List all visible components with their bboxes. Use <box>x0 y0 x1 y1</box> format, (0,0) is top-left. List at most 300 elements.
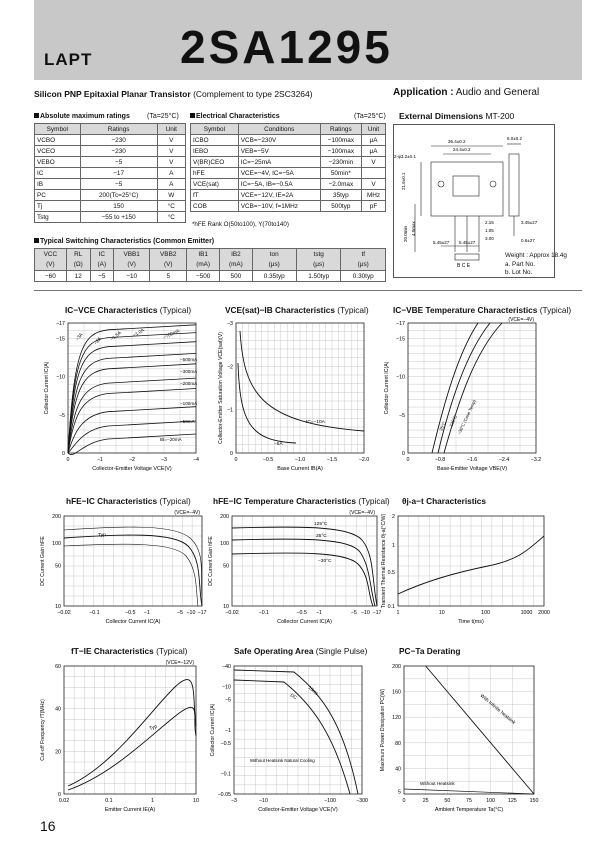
x-tick-label: −0.8 <box>434 457 446 463</box>
col-header: Ratings <box>80 124 157 135</box>
y-tick-label: 10 <box>223 604 229 610</box>
x-axis-label: Collector Current IC(A) <box>105 619 161 625</box>
test-condition: (VCE=−12V) <box>165 660 194 666</box>
col-header: Conditions <box>238 124 320 135</box>
curve-label: Typ <box>98 533 106 538</box>
x-tick-label: 50 <box>444 798 451 804</box>
x-tick-label: −1 <box>315 610 323 616</box>
y-tick-label: −17 <box>56 321 65 327</box>
dim-label: 2.15 <box>485 220 494 225</box>
plot-grid <box>404 666 534 794</box>
curve-label: −3A <box>74 331 84 342</box>
table-cell: 35typ <box>320 190 361 201</box>
table-cell: 150 <box>80 201 157 212</box>
plot-grid <box>64 666 196 794</box>
x-tick-label: −2 <box>128 457 136 463</box>
ic-vbe-curve <box>444 323 502 453</box>
y-axis-label: DC Current Gain hFE <box>40 536 46 586</box>
table-cell: IC=−25mA <box>238 157 320 168</box>
y-tick-label: −10 <box>222 684 231 691</box>
x-tick-label: −3.2 <box>530 457 542 463</box>
ic-vbe-curve <box>432 323 478 453</box>
table-cell: IC=−5A, IB=−0.5A <box>238 179 320 190</box>
plot-grid <box>232 516 377 606</box>
x-tick-label: −5 <box>176 610 183 616</box>
table-cell: PC <box>35 190 81 201</box>
plot-title-hfe-ic-temp: hFE−IC Temperature Characteristics (Typical) <box>213 496 390 506</box>
curve-label: 10ms <box>307 684 320 696</box>
x-tick-label: 0 <box>406 457 410 463</box>
y-tick-label: −5 <box>224 697 231 704</box>
x-tick-label: −2.4 <box>498 457 510 463</box>
curve-label: IB=−20mA <box>160 437 182 442</box>
plot-title-hfe-ic: hFE−IC Characteristics (Typical) <box>66 496 191 506</box>
table-cell: Tstg <box>35 212 81 223</box>
table-cell: Tj <box>35 201 81 212</box>
col-header: Unit <box>157 124 185 135</box>
lot-no-note: b. Lot No. <box>505 269 533 276</box>
elec-table <box>190 123 386 212</box>
y-tick-label: 20 <box>55 749 61 756</box>
ft-curve <box>68 707 196 790</box>
y-tick-label: −0.5 <box>220 740 231 747</box>
curve-label: 125°C <box>448 414 458 428</box>
x-tick-label: −3 <box>230 798 238 804</box>
table-cell: −60 <box>35 271 67 282</box>
subtitle-bold: Silicon PNP Epitaxial Planar Transistor <box>34 89 191 99</box>
elec-title: Electrical Characteristics <box>190 113 280 120</box>
chart-ic-vce <box>38 318 203 473</box>
section-divider <box>34 290 582 291</box>
table-cell: 500 <box>220 271 252 282</box>
subtitle <box>34 89 313 99</box>
x-tick-label: −300 <box>356 798 368 804</box>
curve-label: −100mA <box>180 401 198 406</box>
table-cell: −17 <box>80 168 157 179</box>
x-tick-label: −100 <box>324 798 336 804</box>
brand-label: LAPT <box>44 50 93 69</box>
y-tick-label: −17 <box>396 321 405 327</box>
curve-label: Without Heatsink <box>420 781 455 786</box>
x-axis-label: Collector-Emitter Voltage VCE(V) <box>92 466 172 472</box>
y-tick-label: 200 <box>220 514 229 520</box>
y-axis-label: Maximum Power Dissipation PC(W) <box>380 688 386 772</box>
x-tick-label: −0.5 <box>262 457 274 463</box>
table-cell: −230min <box>320 157 361 168</box>
curve-label: −5A <box>274 442 283 447</box>
col-unit: (Ω) <box>66 260 90 271</box>
x-tick-label: −1 <box>143 610 150 616</box>
part-no-note: a. Part No. <box>505 261 536 268</box>
table-row <box>35 212 186 223</box>
abs-max-cond: (Ta=25°C) <box>147 113 179 120</box>
plot-title-theta: θj-a−t Characteristics <box>402 496 487 506</box>
x-tick-label: 100 <box>486 798 496 804</box>
x-tick-label: −0.02 <box>225 610 239 616</box>
table-row <box>35 190 186 201</box>
table-cell: VCE=−4V, IC=−5A <box>238 168 320 179</box>
col-unit: (V) <box>35 260 67 271</box>
y-tick-label: 0.1 <box>387 604 395 610</box>
table-cell: VCE(sat) <box>191 179 239 190</box>
table-cell: COB <box>191 201 239 212</box>
plot-title-vcesat-ib: VCE(sat)−IB Characteristics (Typical) <box>225 305 369 315</box>
x-tick-label: 125 <box>507 798 517 804</box>
curve-label: −700mA <box>162 328 181 340</box>
x-axis-label: Ambient Temperature Ta(°C) <box>434 807 504 813</box>
curve-label: Typ <box>148 724 158 732</box>
x-tick-label: −1.0 <box>294 457 306 463</box>
table-cell: −55 to +150 <box>80 212 157 223</box>
dim-label: 5.45±27 <box>459 240 476 245</box>
x-tick-label: 75 <box>466 798 472 804</box>
y-axis-label: Collector Current IC(A) <box>384 361 390 415</box>
table-row <box>35 179 186 190</box>
table-row <box>191 157 386 168</box>
curve-label: 125°C <box>314 522 328 527</box>
table-cell: ICBO <box>191 135 239 146</box>
plot-grid <box>234 666 362 794</box>
table-cell: MHz <box>362 190 386 201</box>
curve-label: −50mA <box>180 419 195 424</box>
table-cell: VCB=−10V, f=1MHz <box>238 201 320 212</box>
y-axis-label: Collector Current IC(A) <box>44 361 50 415</box>
x-tick-label: −17 <box>372 610 382 616</box>
curve-label: −1.5A <box>109 330 122 342</box>
x-tick-label: −10 <box>258 798 268 804</box>
x-tick-label: 0.02 <box>58 798 70 804</box>
plot-grid <box>398 516 544 606</box>
dim-label: 20.0min <box>403 225 408 242</box>
y-axis-label: Collector-Emitter Saturation Voltage VCE(sat)(V) <box>218 332 224 444</box>
table-cell: V <box>157 157 185 168</box>
ic-vbe-curve <box>438 323 490 453</box>
x-tick-label: 10 <box>193 798 199 804</box>
table-cell: −230 <box>80 135 157 146</box>
y-tick-label: 120 <box>392 715 401 722</box>
table-cell: VCB=−230V <box>238 135 320 146</box>
x-axis-label: Base Current IB(A) <box>277 466 323 472</box>
table-cell: −100max <box>320 135 361 146</box>
table-cell: 1.50typ <box>296 271 340 282</box>
x-tick-label: 1 <box>150 798 154 804</box>
curve-label: −500mA <box>180 357 198 362</box>
dim-label: 3.45±27 <box>521 220 538 225</box>
col-header: ton <box>252 249 296 260</box>
x-tick-label: −0.1 <box>89 610 100 616</box>
x-tick-label: −0.5 <box>125 610 136 616</box>
y-tick-label: −0.1 <box>220 771 231 778</box>
table-cell: IB <box>35 179 81 190</box>
x-tick-label: −0.1 <box>258 610 270 616</box>
y-tick-label: −1 <box>226 407 233 414</box>
curve-label: −2A <box>92 336 103 346</box>
dim-label: 2-φ3.2±0.1 <box>394 154 416 159</box>
y-tick-label: 1 <box>392 542 395 549</box>
x-tick-label: 100 <box>481 610 491 616</box>
part-number: 2SA1295 <box>180 21 393 73</box>
plot-grid <box>236 323 364 453</box>
ft-curve <box>68 680 196 786</box>
x-tick-label: −3 <box>160 457 168 463</box>
elec-cond: (Ta=25°C) <box>354 113 386 120</box>
table-cell: 200(Tc=25°C) <box>80 190 157 201</box>
x-tick-label: 0 <box>66 457 70 463</box>
col-header: tf <box>341 249 386 260</box>
y-axis-label: DC Current Gain hFE <box>208 536 214 586</box>
col-unit: (μs) <box>296 260 340 271</box>
chart-hfe-ic <box>38 508 207 626</box>
x-tick-label: −10 <box>360 610 370 616</box>
chart-hfe-ic-temp <box>206 508 382 626</box>
y-tick-label: −10 <box>396 374 405 381</box>
chart-soa <box>206 656 376 814</box>
table-cell: V <box>362 157 386 168</box>
y-tick-label: −5 <box>398 412 405 419</box>
y-tick-label: −0.05 <box>217 792 231 798</box>
table-row <box>191 168 386 179</box>
x-axis-label: Time t(ms) <box>458 619 484 625</box>
table-cell: °C <box>157 212 185 223</box>
table-row <box>35 201 186 212</box>
dim-label: 6.0±0.2 <box>507 136 522 141</box>
y-tick-label: −15 <box>56 336 65 343</box>
y-tick-label: 0.5 <box>387 569 395 576</box>
y-tick-label: 40 <box>395 766 401 773</box>
hfe-temp-curve <box>232 553 373 606</box>
curve-label: −200mA <box>180 381 198 386</box>
table-cell: VCE=−12V, IE=2A <box>238 190 320 201</box>
y-tick-label: 0 <box>58 792 61 798</box>
y-tick-label: 2 <box>392 514 395 520</box>
plot-title-ft-ie: fT−IE Characteristics (Typical) <box>71 646 188 656</box>
col-unit: (μs) <box>252 260 296 271</box>
y-tick-label: 200 <box>52 514 61 520</box>
soa-curve <box>234 670 358 794</box>
table-row <box>191 190 386 201</box>
table-cell: 5 <box>150 271 187 282</box>
table-row <box>35 157 186 168</box>
table-row <box>35 168 186 179</box>
col-header: VBB2 <box>150 249 187 260</box>
table-cell: −5 <box>80 179 157 190</box>
y-tick-label: 100 <box>220 541 229 547</box>
hfe-rank-note: *hFE Rank O(50to100), Y(70to140) <box>192 221 289 228</box>
x-tick-label: −1 <box>96 457 104 463</box>
plot-title-ic-vce: IC−VCE Characteristics (Typical) <box>65 305 192 315</box>
table-cell: °C <box>157 201 185 212</box>
curve-label: 25°C <box>438 420 447 432</box>
x-axis-label: Collector Current IC(A) <box>277 619 332 625</box>
table-cell: μA <box>362 146 386 157</box>
table-cell: 0.30typ <box>341 271 386 282</box>
table-cell: 0.35typ <box>252 271 296 282</box>
chart-ft-ie <box>38 656 203 814</box>
col-header: RL <box>66 249 90 260</box>
table-cell: V(BR)CEO <box>191 157 239 168</box>
table-cell: hFE <box>191 168 239 179</box>
dim-label: 4.0max <box>411 221 416 236</box>
x-tick-label: 0.1 <box>105 798 113 804</box>
table-cell: −10 <box>113 271 150 282</box>
x-tick-label: −5 <box>350 610 357 616</box>
y-tick-label: 0 <box>402 451 405 457</box>
table-cell: W <box>157 190 185 201</box>
table-row <box>35 135 186 146</box>
table-cell: V <box>157 146 185 157</box>
y-axis-label: Transient Thermal Resistance θj-a(°C/W) <box>381 513 387 609</box>
table-cell: 50min* <box>320 168 361 179</box>
table-cell: −2.0max <box>320 179 361 190</box>
x-tick-label: 25 <box>422 798 429 804</box>
table-cell: −230 <box>80 146 157 157</box>
col-header: Symbol <box>35 124 81 135</box>
y-tick-label: 0 <box>230 451 233 457</box>
table-cell: V <box>157 135 185 146</box>
dim-label: 21.6±0.1 <box>401 172 406 190</box>
col-unit: (A) <box>90 260 113 271</box>
x-axis-label: Emitter Current IE(A) <box>104 807 156 813</box>
x-axis-label: Collector-Emitter Voltage VCE(V) <box>258 807 338 813</box>
dim-label: 3.00 <box>485 236 494 241</box>
table-cell: VCEO <box>35 146 81 157</box>
y-tick-label: −15 <box>396 336 405 343</box>
chart-theta <box>382 508 552 626</box>
application-value: Audio and General <box>455 87 540 98</box>
y-tick-label: 50 <box>223 563 229 570</box>
x-tick-label: 10 <box>438 610 445 616</box>
plot-title-ic-vbe: IC−VBE Temperature Characteristics (Typical) <box>393 305 572 315</box>
chart-ic-vbe <box>382 318 547 473</box>
curve-label: Without Heatsink Natural Cooling <box>250 758 315 763</box>
x-tick-label: −0.5 <box>296 610 307 616</box>
table-cell: −500 <box>187 271 220 282</box>
dim-label: 36.4±0.2 <box>448 139 466 144</box>
y-tick-label: 100 <box>52 541 61 547</box>
table-cell: −5 <box>80 157 157 168</box>
subtitle-rest: (Complement to type 2SC3264) <box>193 89 313 99</box>
x-tick-label: 1 <box>396 610 400 616</box>
y-axis-label: Cut-off Frequency fT(MHz) <box>40 699 46 761</box>
y-tick-label: 50 <box>55 563 61 570</box>
x-tick-label: −1.5 <box>326 457 338 463</box>
y-tick-label: 200 <box>392 664 401 670</box>
x-axis-label: Base-Emitter Voltage VBE(V) <box>436 466 508 472</box>
table-cell <box>362 168 386 179</box>
x-tick-label: 0 <box>402 798 406 804</box>
y-tick-label: 10 <box>55 604 61 610</box>
curve-label: −300mA <box>180 369 198 374</box>
plot-title-soa: Safe Operating Area (Single Pulse) <box>234 646 368 656</box>
weight-note: Weight : Approx 18.4g <box>505 252 567 259</box>
col-header: VCC <box>35 249 67 260</box>
table-cell: VCBO <box>35 135 81 146</box>
col-unit: (μs) <box>341 260 386 271</box>
table-row <box>191 201 386 212</box>
table-cell: fT <box>191 190 239 201</box>
col-unit: (V) <box>150 260 187 271</box>
col-unit: (V) <box>113 260 150 271</box>
x-tick-label: −17 <box>197 610 207 616</box>
table-row <box>35 146 186 157</box>
test-condition: (VCE=−4V) <box>508 317 534 323</box>
switching-table <box>34 248 386 282</box>
col-unit: (mA) <box>187 260 220 271</box>
dim-label: 24.4±0.2 <box>453 147 471 152</box>
col-header: IB2 <box>220 249 252 260</box>
table-row <box>191 146 386 157</box>
hfe-curve <box>64 544 198 606</box>
table-cell: 12 <box>66 271 90 282</box>
pin-labels: B C E <box>457 263 471 269</box>
table-cell: −5 <box>90 271 113 282</box>
y-tick-label: 0 <box>62 451 65 457</box>
curve-label: −30°C (Case Temp) <box>456 399 477 436</box>
y-tick-label: −2 <box>226 364 233 371</box>
table-row <box>191 135 386 146</box>
table-cell: IC <box>35 168 81 179</box>
y-tick-label: −3 <box>226 321 233 327</box>
table-row <box>191 179 386 190</box>
table-cell: pF <box>362 201 386 212</box>
curve-label: −30°C <box>318 559 332 564</box>
col-unit: (mA) <box>220 260 252 271</box>
table-cell: IEBO <box>191 146 239 157</box>
x-tick-label: 150 <box>529 798 539 804</box>
chart-vcesat-ib <box>214 318 379 473</box>
dim-label: 0.6±27 <box>521 238 535 243</box>
col-header: IC <box>90 249 113 260</box>
curve-label: 25°C <box>316 534 327 539</box>
y-tick-label: 160 <box>392 689 401 696</box>
page-number: 16 <box>40 818 56 834</box>
col-header: Unit <box>362 124 386 135</box>
col-header: Symbol <box>191 124 239 135</box>
table-cell: VEB=−5V <box>238 146 320 157</box>
plot-grid <box>64 516 202 606</box>
table-cell: A <box>157 179 185 190</box>
col-header: Ratings <box>320 124 361 135</box>
col-header: IB1 <box>187 249 220 260</box>
y-tick-label: −1 <box>224 728 231 734</box>
vcesat-curve <box>240 331 364 431</box>
y-tick-label: −40 <box>222 664 231 670</box>
test-condition: (VCE=−4V) <box>174 510 200 516</box>
y-tick-label: 40 <box>55 706 61 713</box>
x-tick-label: −10 <box>186 610 196 616</box>
y-tick-label: 60 <box>55 664 61 670</box>
y-tick-label: −10 <box>56 374 65 381</box>
table-cell: −100max <box>320 146 361 157</box>
dim-label: 5.45±27 <box>433 240 450 245</box>
application-label: Application : <box>393 87 454 98</box>
curve-label: −1.0A <box>132 327 146 338</box>
col-header: tstg <box>296 249 340 260</box>
x-tick-label: −1.6 <box>466 457 478 463</box>
table-cell: 500typ <box>320 201 361 212</box>
table-cell: V <box>362 179 386 190</box>
y-tick-label: 5 <box>398 789 401 796</box>
y-tick-label: −5 <box>58 412 65 419</box>
table-cell: A <box>157 168 185 179</box>
ext-dims-title: External Dimensions MT-200 <box>399 111 515 121</box>
table-cell: μA <box>362 135 386 146</box>
application <box>393 87 539 98</box>
col-header: VBB1 <box>113 249 150 260</box>
plot-title-pc-ta: PC−Ta Derating <box>399 646 461 656</box>
y-tick-label: 80 <box>395 740 401 747</box>
test-condition: (VCE=−4V) <box>349 510 375 516</box>
